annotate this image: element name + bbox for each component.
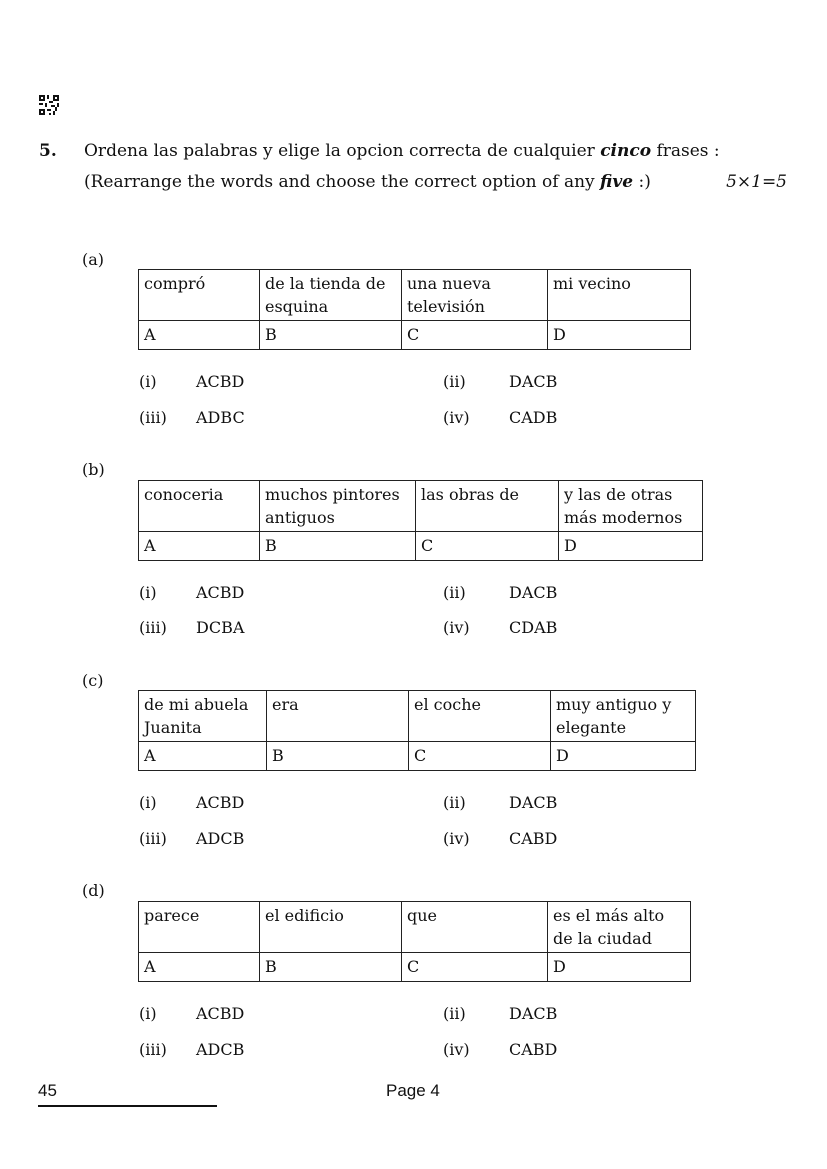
page-number: Page 4 <box>386 1081 440 1100</box>
part-label: (a) <box>82 250 105 269</box>
option-answer[interactable]: DACB <box>509 793 558 812</box>
letter-cell: C <box>402 953 548 982</box>
footer-divider <box>38 1105 217 1107</box>
prompt-emphasis: cinco <box>600 141 652 161</box>
word-cell: muy antiguo y elegante <box>551 691 696 742</box>
word-table <box>138 690 696 771</box>
prompt-text-end: frases : <box>651 141 720 161</box>
option-answer[interactable]: DACB <box>509 1004 558 1023</box>
letter-cell: C <box>416 532 559 561</box>
word-cell: y las de otras más modernos <box>559 481 703 532</box>
prompt-emphasis: five <box>600 172 634 192</box>
option-number: (iv) <box>443 829 470 848</box>
option-number: (iii) <box>139 1040 167 1059</box>
word-cell: era <box>267 691 409 742</box>
letter-cell: A <box>139 532 260 561</box>
option-number: (iii) <box>139 408 167 427</box>
letter-cell: A <box>139 742 267 771</box>
word-cell: de mi abuela Juanita <box>139 691 267 742</box>
letter-cell: D <box>548 321 691 350</box>
letter-cell: C <box>402 321 548 350</box>
prompt-text: (Rearrange the words and choose the correct option of any <box>84 172 601 192</box>
question-prompt-spanish <box>84 141 720 161</box>
word-cell: muchos pintores antiguos <box>260 481 416 532</box>
option-number: (i) <box>139 1004 157 1023</box>
letter-cell: A <box>139 321 260 350</box>
option-number: (ii) <box>443 1004 466 1023</box>
option-answer[interactable]: ACBD <box>196 1004 245 1023</box>
option-answer[interactable]: ADBC <box>196 408 245 427</box>
option-answer[interactable]: CDAB <box>509 618 558 637</box>
option-answer[interactable]: ACBD <box>196 372 245 391</box>
qr-code-icon <box>39 95 59 115</box>
letter-cell: A <box>139 953 260 982</box>
letter-cell: B <box>267 742 409 771</box>
prompt-text: Ordena las palabras y elige la opcion correcta de cualquier <box>84 141 601 161</box>
letter-cell: B <box>260 321 402 350</box>
letter-cell: C <box>409 742 551 771</box>
option-answer[interactable]: CADB <box>509 408 558 427</box>
word-cell: las obras de <box>416 481 559 532</box>
option-number: (iv) <box>443 408 470 427</box>
option-number: (iv) <box>443 1040 470 1059</box>
option-number: (iv) <box>443 618 470 637</box>
option-number: (ii) <box>443 793 466 812</box>
word-cell: de la tienda de esquina <box>260 270 402 321</box>
word-cell: conoceria <box>139 481 260 532</box>
prompt-text-end: :) <box>633 172 651 192</box>
question-prompt-english <box>84 172 651 192</box>
marks-allocation: 5×1=5 <box>726 172 787 192</box>
letter-cell: B <box>260 953 402 982</box>
word-cell: mi vecino <box>548 270 691 321</box>
option-number: (i) <box>139 583 157 602</box>
option-number: (iii) <box>139 829 167 848</box>
letter-cell: B <box>260 532 416 561</box>
option-number: (i) <box>139 372 157 391</box>
part-label: (c) <box>82 671 104 690</box>
letter-cell: D <box>548 953 691 982</box>
option-answer[interactable]: DACB <box>509 583 558 602</box>
word-cell: una nueva televisión <box>402 270 548 321</box>
option-answer[interactable]: ACBD <box>196 583 245 602</box>
word-table <box>138 480 703 561</box>
option-number: (i) <box>139 793 157 812</box>
option-answer[interactable]: DACB <box>509 372 558 391</box>
word-cell: el coche <box>409 691 551 742</box>
word-cell: es el más alto de la ciudad <box>548 902 691 953</box>
option-answer[interactable]: ADCB <box>196 1040 245 1059</box>
word-table <box>138 901 691 982</box>
word-cell: el edificio <box>260 902 402 953</box>
option-answer[interactable]: ACBD <box>196 793 245 812</box>
question-number: 5. <box>39 141 57 161</box>
word-cell: compró <box>139 270 260 321</box>
part-label: (d) <box>82 881 105 900</box>
option-number: (ii) <box>443 372 466 391</box>
option-answer[interactable]: ADCB <box>196 829 245 848</box>
option-number: (ii) <box>443 583 466 602</box>
letter-cell: D <box>551 742 696 771</box>
letter-cell: D <box>559 532 703 561</box>
word-table <box>138 269 691 350</box>
paper-code: 45 <box>38 1081 57 1100</box>
option-answer[interactable]: CABD <box>509 1040 558 1059</box>
word-cell: parece <box>139 902 260 953</box>
word-cell: que <box>402 902 548 953</box>
option-answer[interactable]: DCBA <box>196 618 245 637</box>
option-number: (iii) <box>139 618 167 637</box>
part-label: (b) <box>82 460 105 479</box>
option-answer[interactable]: CABD <box>509 829 558 848</box>
